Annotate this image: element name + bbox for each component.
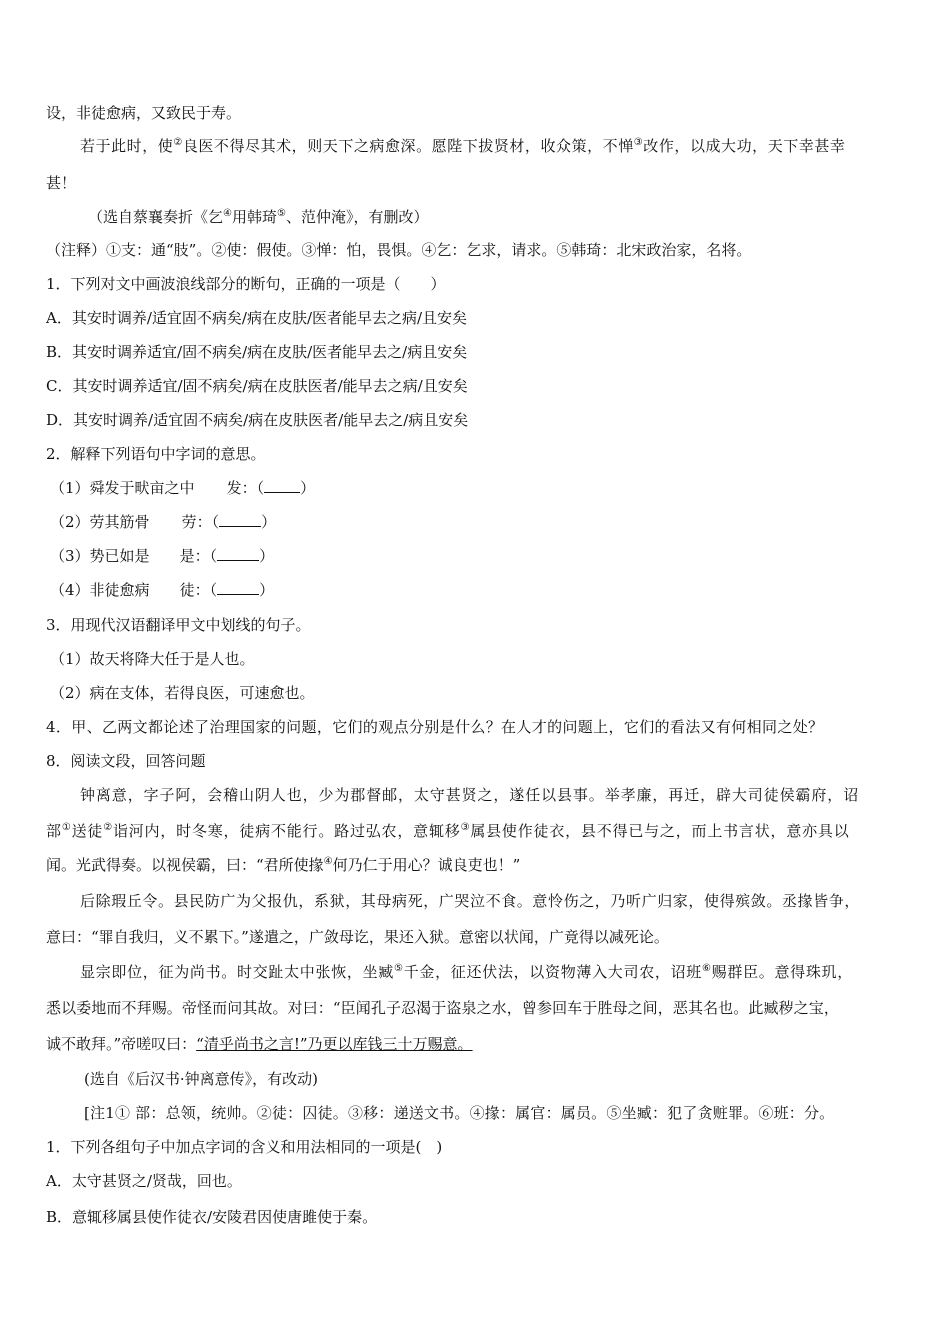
annotation-notes: [注1① 部：总领，统帅。②徒：囚徒。③移：递送文书。④掾：属官：属员。⑤坐臧：犯了贪赃罪。⑥班：分。 [84,1104,835,1122]
passage-line: 甚！ [46,174,77,192]
question-stem: 1．下列对文中画波浪线部分的断句，正确的一项是（ ） [46,275,446,293]
sub-question: （1）故天将降大任于是人也。 [50,650,255,668]
underlined-sentence: “清乎尚书之言!”乃更以库钱三十万赐意。 [196,1035,473,1053]
question-stem: 1．下列各组句子中加点字词的含义和用法相同的一项是( ) [46,1138,443,1156]
option-b: B．其安时调养适宜/固不病矣/病在皮肤/医者能早去之/病且安矣 [46,343,468,361]
passage-paragraph: 钟离意，字子阿，会稽山阴人也，少为郡督邮，太守甚贤之，遂任以县事。举孝廉，再迁，辟大司徒侯霸府，诏 [80,786,860,804]
sub-question: （2）劳其筋骨 劳：（ ） [50,513,277,531]
question-stem: 4．甲、乙两文都论述了治理国家的问题，它们的观点分别是什么？在人才的问题上，它们的看法又有何相同之处？ [46,718,824,736]
question-stem: 3．用现代汉语翻译甲文中划线的句子。 [46,616,311,634]
source-citation: （选自蔡襄奏折《乞④用韩琦⑤、范仲淹》，有删改） [88,208,429,226]
passage-line: 闻。光武得奏。以视侯霸，曰：“君所使掾④何乃仁于用心？诚良吏也！” [46,856,521,874]
passage-line: 意曰：“罪自我归，义不累下。”遂遣之，广敛母讫，果还入狱。意密以状闻，广竟得以减死论。 [46,928,669,946]
passage-line: 诚不敢拜。”帝嗟叹曰：“清乎尚书之言!”乃更以库钱三十万赐意。 [46,1035,473,1053]
passage-paragraph: 后除瑕丘令。县民防广为父报仇，系狱，其母病死，广哭泣不食。意怜伤之，乃听广归家，使得殡敛。丞掾皆争， [80,892,861,910]
sub-question: （3）势已如是 是：（ ） [50,547,275,565]
sub-question: （4）非徒愈病 徒：（ ） [50,581,275,599]
sub-question: （2）病在支体，若得良医，可速愈也。 [50,684,315,702]
option-a: A．太守甚贤之/贤哉，回也。 [46,1172,242,1190]
source-citation: (选自《后汉书·钟离意传》，有改动) [84,1070,318,1088]
option-a: A．其安时调养/适宜固不病矣/病在皮肤/医者能早去之病/且安矣 [46,309,468,327]
question-stem: 2．解释下列语句中字词的意思。 [46,445,266,463]
passage-line: 部①送徒②诣河内，时冬寒，徒病不能行。路过弘农，意辄移③属县使作徒衣，县不得已与之，而上书言状，意亦具以 [46,822,850,840]
option-d: D．其安时调养/适宜固不病矣/病在皮肤医者/能早去之/病且安矣 [46,411,469,429]
option-b: B．意辄移属县使作徒衣/安陵君因使唐雎使于秦。 [46,1208,378,1226]
option-c: C．其安时调养适宜/固不病矣/病在皮肤医者/能早去之病/且安矣 [46,377,468,395]
annotation-notes: （注释）①支：通“肢”。②使：假使。③惮：怕，畏惧。④乞：乞求，请求。⑤韩琦：北宋政治家，名将。 [46,241,752,259]
passage-line: 设，非徒愈病，又致民于寿。 [46,104,242,122]
passage-line: 悉以委地而不拜赐。帝怪而问其故。对曰：“臣闻孔子忍渴于盗泉之水，曾参回车于胜母之间，恶其名也。此臧秽之宝， [46,999,839,1017]
sub-question: （1）舜发于畎亩之中 发：（ ） [50,479,316,497]
passage-paragraph: 显宗即位，征为尚书。时交趾太中张恢，坐臧⑤千金，征还伏法，以资物薄入大司农，诏班⑥赐群臣。意得珠玑， [80,963,853,981]
section-heading: 8．阅读文段，回答问题 [46,752,206,770]
passage-paragraph: 若于此时，使②良医不得尽其术，则天下之病愈深。愿陛下拔贤材，收众策，不惮③改作，以成大功，天下幸甚幸 [80,137,846,155]
